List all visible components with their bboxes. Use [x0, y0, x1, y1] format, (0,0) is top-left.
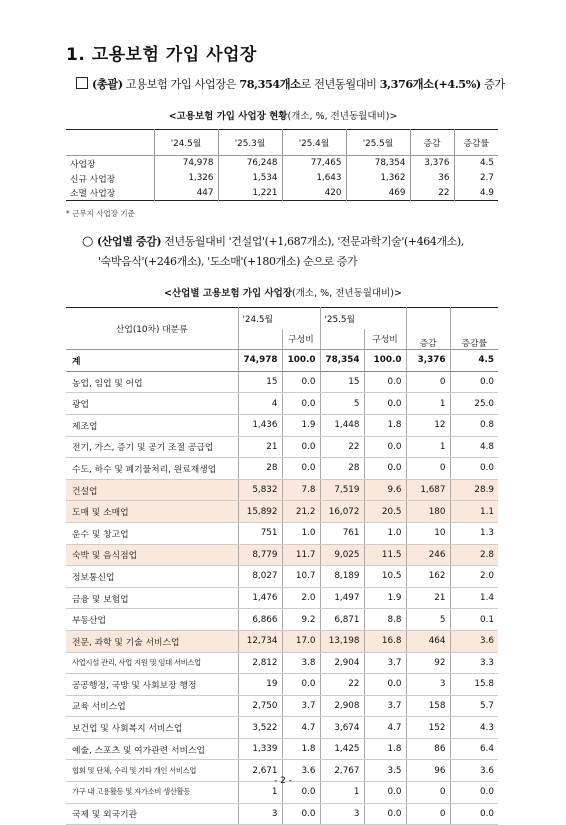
table1-cell: 420 — [282, 186, 346, 201]
table2-industry-name: 수도, 하수 및 폐기물처리, 원료재생업 — [66, 458, 238, 480]
table2-caption — [0, 285, 566, 299]
table1-cell: 447 — [154, 186, 218, 201]
table2-cell: 100.0 — [364, 350, 406, 372]
table2-cell: 20.5 — [364, 501, 406, 523]
table2-cell: 2,750 — [238, 695, 282, 717]
table1-header: '24.5월 — [154, 130, 218, 156]
table2-industry-name: 교육 서비스업 — [66, 695, 238, 717]
table2-cell: 28 — [320, 458, 364, 480]
table1-row-label: 신규 사업장 — [66, 171, 154, 186]
workplace-status-table — [66, 129, 498, 201]
table2-cell: 3.6 — [282, 760, 320, 782]
table2-industry-name: 도매 및 소매업 — [66, 501, 238, 523]
table2-cell: 6,871 — [320, 609, 364, 631]
table2-cell: 21 — [238, 436, 282, 458]
table2-cell: 4.5 — [450, 350, 498, 372]
table2-cell: 2,812 — [238, 652, 282, 674]
table1-cell: 3,376 — [410, 156, 454, 171]
table2-cell: 1 — [406, 393, 450, 415]
table2-cell: 1.9 — [364, 587, 406, 609]
table2-cell: 1.4 — [450, 587, 498, 609]
table1-note: * 근무지 사업장 기준 — [66, 209, 135, 218]
table1-row — [66, 156, 498, 171]
table2-cell: 0.0 — [450, 371, 498, 393]
table2-cell: 0.0 — [282, 458, 320, 480]
table2-header-share: 구성비 — [282, 329, 320, 350]
table2-cell: 5.7 — [450, 695, 498, 717]
table2-cell: 5 — [320, 393, 364, 415]
table1-header: '25.5월 — [346, 130, 410, 156]
table2-cell: 2,671 — [238, 760, 282, 782]
table2-header-year2: '25.5월 — [320, 308, 406, 329]
table2-cell: 25.0 — [450, 393, 498, 415]
table1-row — [66, 171, 498, 186]
table1-cell: 2.7 — [454, 171, 498, 186]
table2-cell: 11.5 — [364, 544, 406, 566]
table2-cell: 0.0 — [364, 371, 406, 393]
table2-industry-name: 예술, 스포츠 및 여가관련 서비스업 — [66, 738, 238, 760]
table2-cell: 6.4 — [450, 738, 498, 760]
table2-cell: 0.0 — [282, 436, 320, 458]
table2-cell: 1,687 — [406, 479, 450, 501]
table2-cell: 3.7 — [364, 695, 406, 717]
table2-cell: 16,072 — [320, 501, 364, 523]
table2-row — [66, 544, 498, 566]
table1-cell: 1,362 — [346, 171, 410, 186]
table2-cell: 7,519 — [320, 479, 364, 501]
table2-cell: 3.6 — [450, 630, 498, 652]
table2-cell: 92 — [406, 652, 450, 674]
table1-row-label: 사업장 — [66, 156, 154, 171]
table2-total-row — [66, 350, 498, 372]
table2-cell: 1,436 — [238, 414, 282, 436]
table2-row — [66, 738, 498, 760]
summary-bold-1: 78,354개소 — [239, 77, 301, 91]
table2-header-rate: 증감률 — [450, 308, 498, 350]
table2-cell: 1,425 — [320, 738, 364, 760]
table1-caption — [0, 108, 566, 122]
table2-cell: 0.0 — [364, 436, 406, 458]
summary-prefix: (총괄) — [92, 77, 123, 91]
table2-row — [66, 393, 498, 415]
table2-cell: 4.7 — [364, 717, 406, 739]
table2-row — [66, 479, 498, 501]
table2-cell: 0.0 — [364, 393, 406, 415]
table2-header-share: 구성비 — [364, 329, 406, 350]
table2-cell: 1.8 — [282, 738, 320, 760]
table2-cell: 2.8 — [450, 544, 498, 566]
table2-row — [66, 458, 498, 480]
table1-cell: 4.5 — [454, 156, 498, 171]
table2-industry-name: 건설업 — [66, 479, 238, 501]
table2-industry-name: 숙박 및 음식점업 — [66, 544, 238, 566]
table2-cell: 19 — [238, 674, 282, 696]
table2-industry-name: 금융 및 보험업 — [66, 587, 238, 609]
table2-cell: 0.0 — [364, 782, 406, 804]
table1-header: 증감률 — [454, 130, 498, 156]
table2-industry-name: 농업, 임업 및 어업 — [66, 371, 238, 393]
table2-cell: 15 — [238, 371, 282, 393]
table2-cell: 8,779 — [238, 544, 282, 566]
table2-cell: 96 — [406, 760, 450, 782]
table2-cell: 1.3 — [450, 522, 498, 544]
summary-text-2: 로 전년동월대비 — [300, 78, 380, 91]
table2-cell: 0.0 — [282, 393, 320, 415]
table1-cell: 1,643 — [282, 171, 346, 186]
table2-cell: 1.0 — [282, 522, 320, 544]
table2-row — [66, 501, 498, 523]
summary-text-3: 증가 — [480, 78, 505, 91]
table2-cell: 3.3 — [450, 652, 498, 674]
table1-row-label: 소멸 사업장 — [66, 186, 154, 201]
table1-cell: 1,221 — [218, 186, 282, 201]
table2-cell: 0 — [406, 458, 450, 480]
table2-cell: 1.9 — [282, 414, 320, 436]
table2-row — [66, 630, 498, 652]
table2-cell: 15,892 — [238, 501, 282, 523]
table2-cell: 11.7 — [282, 544, 320, 566]
table2-cell: 1.0 — [364, 522, 406, 544]
table2-cell: 0.0 — [282, 371, 320, 393]
table1-cell: 74,978 — [154, 156, 218, 171]
table2-cell: 3 — [238, 803, 282, 825]
table2-cell: 22 — [320, 436, 364, 458]
table2-cell: 86 — [406, 738, 450, 760]
table2-cell: 3.8 — [282, 652, 320, 674]
table2-cell: 16.8 — [364, 630, 406, 652]
table2-cell: 464 — [406, 630, 450, 652]
table2-industry-name: 전문, 과학 및 기술 서비스업 — [66, 630, 238, 652]
table2-cell: 10.5 — [364, 566, 406, 588]
table2-cell: 0 — [406, 803, 450, 825]
table2-cell: 2.0 — [450, 566, 498, 588]
table2-cell: 1.1 — [450, 501, 498, 523]
table2-industry-name: 전기, 가스, 증기 및 공기 조절 공급업 — [66, 436, 238, 458]
page-number: - 2 - — [274, 776, 292, 786]
summary-bold-2: 3,376개소(+4.5%) — [379, 77, 481, 91]
table2-cell: 0.0 — [364, 803, 406, 825]
table2-cell: 17.0 — [282, 630, 320, 652]
table2-cell: 0 — [406, 371, 450, 393]
table2-industry-name: 공공행정, 국방 및 사회보장 행정 — [66, 674, 238, 696]
table2-cell: 0.0 — [364, 674, 406, 696]
table2-header-industry: 산업(10차) 대분류 — [66, 308, 238, 350]
table2-cell: 246 — [406, 544, 450, 566]
table2-cell: 2,767 — [320, 760, 364, 782]
table1-caption-title: <고용보험 가입 사업장 현황 — [168, 111, 288, 122]
industry-summary — [82, 232, 522, 272]
table2-cell: 4.3 — [450, 717, 498, 739]
table2-cell: 1 — [238, 782, 282, 804]
table2-cell: 162 — [406, 566, 450, 588]
table2-industry-name: 광업 — [66, 393, 238, 415]
table2-cell: 180 — [406, 501, 450, 523]
table2-cell: 4.8 — [450, 436, 498, 458]
table2-cell: 3,522 — [238, 717, 282, 739]
table2-row — [66, 436, 498, 458]
table2-cell: 5 — [406, 609, 450, 631]
table2-cell: 0.0 — [450, 803, 498, 825]
table2-cell: 5,832 — [238, 479, 282, 501]
table2-cell: 0.0 — [282, 782, 320, 804]
industry-summary-line2: '숙박음식'(+246개소), '도소매'(+180개소) 순으로 증가 — [98, 255, 358, 268]
table2-cell: 1,497 — [320, 587, 364, 609]
table2-cell: 28 — [238, 458, 282, 480]
table1-cell: 77,465 — [282, 156, 346, 171]
table2-cell: 8,027 — [238, 566, 282, 588]
table2-row — [66, 587, 498, 609]
table2-cell: 751 — [238, 522, 282, 544]
table2-cell: 3 — [320, 803, 364, 825]
table1-cell: 1,326 — [154, 171, 218, 186]
table2-industry-name: 제조업 — [66, 414, 238, 436]
table2-cell: 1,339 — [238, 738, 282, 760]
industry-table — [66, 307, 498, 825]
table2-cell: 1.8 — [364, 414, 406, 436]
table2-cell: 13,198 — [320, 630, 364, 652]
table2-caption-unit: (개소, %, 전년동월대비)> — [292, 288, 402, 299]
table2-row — [66, 609, 498, 631]
table2-cell: 1 — [320, 782, 364, 804]
table2-cell: 3.7 — [364, 652, 406, 674]
table2-cell: 9.6 — [364, 479, 406, 501]
table2-header-blank — [320, 329, 364, 350]
table2-cell: 3.6 — [450, 760, 498, 782]
table2-caption-title: <산업별 고용보험 가입 사업장 — [164, 288, 293, 299]
table1-row — [66, 186, 498, 201]
table2-industry-name: 사업시설 관리, 사업 지원 및 임대 서비스업 — [66, 652, 238, 674]
table2-cell: 3.5 — [364, 760, 406, 782]
table2-cell: 15.8 — [450, 674, 498, 696]
table2-header-blank — [238, 329, 282, 350]
table1-header-blank — [66, 130, 154, 156]
circle-bullet-icon: ○ — [82, 234, 93, 249]
table2-cell: 21.2 — [282, 501, 320, 523]
table2-cell: 2,908 — [320, 695, 364, 717]
table2-industry-name: 보건업 및 사회복지 서비스업 — [66, 717, 238, 739]
table2-row — [66, 566, 498, 588]
industry-summary-title: (산업별 증감) — [96, 235, 162, 248]
table2-cell: 0.0 — [450, 782, 498, 804]
table2-industry-name: 가구 내 고용활동 및 자가소비 생산활동 — [66, 782, 238, 804]
table2-cell: 761 — [320, 522, 364, 544]
table2-row — [66, 674, 498, 696]
table2-row — [66, 695, 498, 717]
table2-header-year1: '24.5월 — [238, 308, 320, 329]
table2-cell: 0.1 — [450, 609, 498, 631]
table2-cell: 21 — [406, 587, 450, 609]
table2-cell: 158 — [406, 695, 450, 717]
table2-row — [66, 414, 498, 436]
table2-cell: 3.7 — [282, 695, 320, 717]
summary-line — [76, 76, 546, 92]
table2-cell: 8,189 — [320, 566, 364, 588]
summary-text-1: 고용보험 가입 사업장은 — [122, 78, 240, 91]
table2-cell: 9.2 — [282, 609, 320, 631]
table2-row — [66, 652, 498, 674]
table2-cell: 28.9 — [450, 479, 498, 501]
checkbox-square-icon — [76, 77, 88, 89]
table2-cell: 12 — [406, 414, 450, 436]
table2-row — [66, 522, 498, 544]
table1-header: 증감 — [410, 130, 454, 156]
table2-cell: 4 — [238, 393, 282, 415]
table1-cell: 1,534 — [218, 171, 282, 186]
table1-header: '25.4월 — [282, 130, 346, 156]
table2-row — [66, 803, 498, 825]
table2-cell: 3,674 — [320, 717, 364, 739]
table2-industry-name: 정보통신업 — [66, 566, 238, 588]
table2-cell: 6,866 — [238, 609, 282, 631]
table2-cell: 1.8 — [364, 738, 406, 760]
table2-industry-name: 협회 및 단체, 수리 및 기타 개인 서비스업 — [66, 760, 238, 782]
table2-cell: 0.0 — [364, 458, 406, 480]
table1-cell: 469 — [346, 186, 410, 201]
table2-cell: 9,025 — [320, 544, 364, 566]
table1-header: '25.3월 — [218, 130, 282, 156]
table2-cell: 2,904 — [320, 652, 364, 674]
table2-cell: 10.7 — [282, 566, 320, 588]
table1-cell: 76,248 — [218, 156, 282, 171]
table2-cell: 8.8 — [364, 609, 406, 631]
table2-cell: 3 — [406, 674, 450, 696]
table2-cell: 2.0 — [282, 587, 320, 609]
table2-cell: 15 — [320, 371, 364, 393]
table2-header-diff: 증감 — [406, 308, 450, 350]
table2-cell: 1,448 — [320, 414, 364, 436]
table2-cell: 7.8 — [282, 479, 320, 501]
table2-cell: 1,476 — [238, 587, 282, 609]
table2-cell: 78,354 — [320, 350, 364, 372]
table2-cell: 3,376 — [406, 350, 450, 372]
table1-cell: 4.9 — [454, 186, 498, 201]
table2-industry-name: 계 — [66, 350, 238, 372]
table2-cell: 0 — [406, 782, 450, 804]
table2-industry-name: 부동산업 — [66, 609, 238, 631]
table2-cell: 0.0 — [282, 803, 320, 825]
table2-cell: 74,978 — [238, 350, 282, 372]
table1-cell: 36 — [410, 171, 454, 186]
table2-cell: 100.0 — [282, 350, 320, 372]
table2-cell: 0.8 — [450, 414, 498, 436]
table2-cell: 22 — [320, 674, 364, 696]
table2-row — [66, 371, 498, 393]
table1-caption-unit: (개소, %, 전년동월대비)> — [287, 111, 398, 122]
table1-cell: 22 — [410, 186, 454, 201]
table2-cell: 0.0 — [450, 458, 498, 480]
table2-cell: 0.0 — [282, 674, 320, 696]
section-heading: 1. 고용보험 가입 사업장 — [66, 45, 257, 65]
table2-row — [66, 717, 498, 739]
table2-industry-name: 국제 및 외국기관 — [66, 803, 238, 825]
table2-cell: 12,734 — [238, 630, 282, 652]
table2-cell: 4.7 — [282, 717, 320, 739]
table2-cell: 152 — [406, 717, 450, 739]
table2-industry-name: 운수 및 창고업 — [66, 522, 238, 544]
table2-cell: 10 — [406, 522, 450, 544]
table1-cell: 78,354 — [346, 156, 410, 171]
table2-cell: 1 — [406, 436, 450, 458]
industry-summary-line1: 전년동월대비 '건설업'(+1,687개소), '전문과학기술'(+464개소), — [161, 235, 464, 248]
